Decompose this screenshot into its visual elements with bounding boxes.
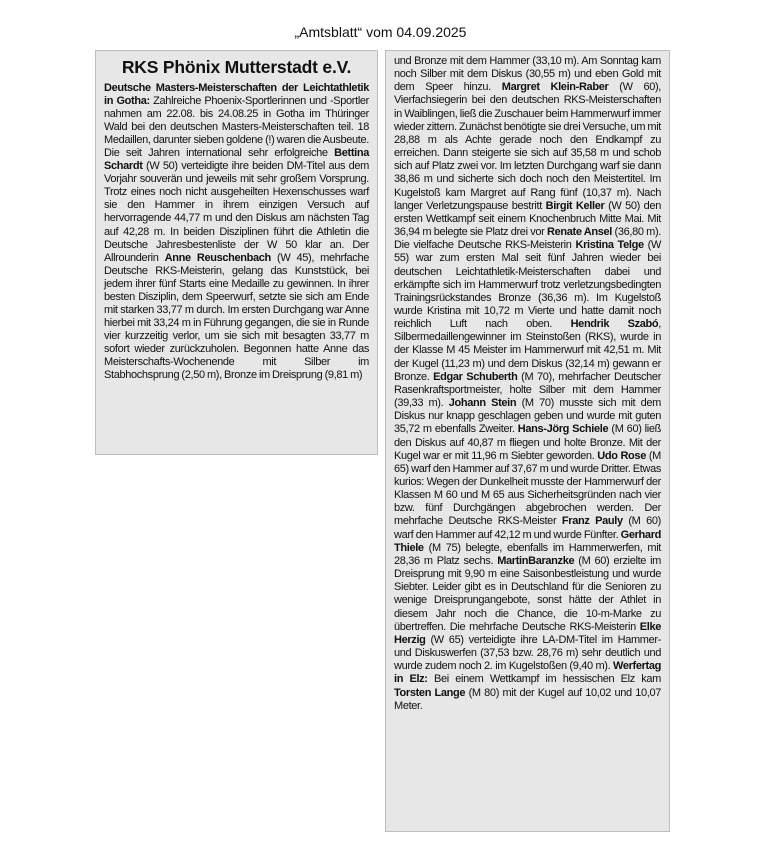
bold-text-segment: Deutsche Masters-Meisterschaften der Leichtathletik in Gotha: [104, 82, 369, 108]
text-segment: (M 75) belegte, ebenfalls im Hammerwerfen, mit 28,36 m Platz sechs. [394, 541, 661, 567]
text-segment: (M 70), mehrfacher Deutscher Rasenkraftsportmeister, holte Silber mit dem Hammer (39,33 m). [394, 370, 662, 410]
text-segment: Bei einem Wettkampf im hessischen Elz kam [427, 673, 661, 686]
text-segment: (M 70) musste sich mit dem Diskus nur knapp geschlagen geben und wurde mit guten 35,72 m ebenfalls Zweiter. [394, 397, 661, 436]
bold-text-segment: Renate Ansel [547, 226, 612, 239]
bold-text-segment: Gerhard Thiele [394, 528, 661, 554]
text-segment: (M 60) ließ den Diskus auf 40,87 m fliegen und holte Bronze. Mit der Kugel war er mit 11,96 m Siebter geworden. [394, 423, 661, 462]
text-segment: Zahlreiche Phoenix-Sportlerinnen und -Sportler nahmen am 22.08. bis 24.08.25 in Gotha im Thüringer Wald bei den deutschen Masters-Meisterschaften teil. 18 Medaillen, darunter sieben goldene (!) waren die Ausbeute. Die seit Jahren international sehr erfolgreiche [104, 95, 369, 160]
article-title: RKS Phönix Mutterstadt e.V. [121, 57, 352, 77]
bold-text-segment: Edgar Schuberth [433, 370, 518, 383]
bold-text-segment: Johann Stein [448, 397, 517, 410]
bold-text-segment: Hendrik Szabó [570, 318, 659, 331]
text-segment: (W 50) verteidigte ihre beiden DM-Titel aus dem Vorjahr souverän und jeweils mit sehr großem Vorsprung. Trotz eines noch nicht ausgeheilten Hexenschusses warf sie den Hammer in ihrem einzigen Versuch auf hervorragende 44,77 m und den Diskus am nächsten Tag auf 42,28 m. In beiden Disziplinen führt die Athletin die Deutsche Jahresbestenliste der W 50 klar an. Der Allrounderin [104, 160, 369, 264]
text-segment: (W 50) den ersten Wettkampf seit einem Knochenbruch Mitte Mai. Mit 36,94 m belegte sie Platz drei vor [394, 199, 661, 239]
bold-text-segment: Torsten Lange [394, 686, 466, 699]
bold-text-segment: Anne Reuschenbach [164, 251, 271, 264]
text-segment: (36,80 m). Die vielfache Deutsche RKS-Meisterin [394, 226, 661, 252]
text-segment: (W 45), mehrfache Deutsche RKS-Meisterin, gelang das Kunststück, bei jedem ihrer fünf Starts eine Medaille zu gewinnen. In ihrer besten Disziplin, dem Speerwurf, setzte sie sich am Ende mit starken 33,77 m durch. Im ersten Durchgang war Anne hierbei mit 33,24 m in Führung gegangen, die sie in Runde vier kurzzeitig verlor, um sie sich mit besagten 33,77 m sofort wieder zurückzuholen. Begonnen hatte Anne das Meisterschafts-Wochenende mit Silber im Stabhochsprung (2,50 m), Bronze im Dreisprung (9,81 m) [104, 251, 369, 382]
text-segment: (W 65) verteidigte ihre LA-DM-Titel im Hammer- und Diskuswerfen (37,53 bzw. 28,76 m) sehr deutlich und wurde zudem noch 2. im Kugelstoßen (9,40 m). [394, 633, 661, 673]
text-segment: , Silbermedaillengewinner im Steinstoßen (RKS), wurde in der Klasse M 45 Meister im Hammerwurf mit 42,51 m. Mit der Kugel (11,23 m) und dem Diskus (32,14 m) gewann er Bronze. [394, 318, 661, 383]
text-segment: (W 60), Vierfachsiegerin bei den deutschen RKS-Meisterschaften in Waiblingen, ließ die Zuschauer beim Hammerwurf immer wieder zittern. Zunächst benötigte sie drei Versuche, um mit 28,88 m als Achte gerade noch den Endkampf zu erreichen. Dann steigerte sie sich auf 35,58 m und schob sich auf Platz zwei vor. Im letzten Durchgang warf sie dann 38,86 m und sicherte sich doch noch den Meistertitel. Im Kugelstoß kam Margret auf Rang fünf (10,37 m). Nach langer Verletzungspause bestritt [394, 81, 662, 212]
bold-text-segment: Birgit Keller [545, 199, 605, 212]
article-body-right [394, 55, 661, 713]
bold-text-segment: Kristina Telge [575, 239, 644, 252]
bold-text-segment: MartinBaranzke [497, 554, 575, 567]
text-segment: (M 65) warf den Hammer auf 37,67 m und wurde Dritter. Etwas kurios: Wegen der Dunkelheit musste der Hammerwurf der Klassen M 60 und M 65 aus Sicherheitsgründen nach vier bzw. fünf Durchgängen abgebrochen werden. Der mehrfache Deutsche RKS-Meister [394, 449, 661, 528]
bold-text-segment: Werfertag in Elz: [394, 660, 661, 686]
bold-text-segment: Hans-Jörg Schiele [517, 423, 609, 436]
text-segment: (M 60) warf den Hammer auf 42,12 m und wurde Fünfter. [394, 515, 661, 541]
text-segment: (W 55) war zum ersten Mal seit fünf Jahren wieder bei deutschen Leichtathletik-Meisterschaften dabei und erkämpfte sich im Hammerwurf trotz verletzungsbedingten Trainingsrückstandes Bronze (36,36 m). Im Kugelstoß wurde Kristina mit 10,72 m Vierte und hatte damit noch reichlich Luft nach oben. [394, 239, 661, 331]
text-segment: (M 60) erzielte im Dreisprung mit 9,90 m eine Saisonbestleistung und wurde Siebter. Leider gibt es in Deutschland für die Senioren zu wenige Dreisprungangebote, sonst hätte der Athlet in diesem Jahr noch die Chance, die 10-m-Marke zu übertreffen. Die mehrfache Deutsche RKS-Meisterin [394, 554, 661, 633]
bold-text-segment: Franz Pauly [561, 515, 623, 528]
newspaper-clipping-right-column [385, 50, 670, 832]
header-caption: „Amtsblatt“ vom 04.09.2025 [294, 24, 467, 40]
text-segment: (M 80) mit der Kugel auf 10,02 und 10,07 Meter. [394, 686, 661, 712]
text-segment: und Bronze mit dem Hammer (33,10 m). Am Sonntag kam noch Silber mit dem Diskus (30,55 m) und eben Gold mit dem Speer hinzu. [394, 55, 661, 94]
bold-text-segment: Elke Herzig [394, 620, 661, 646]
article-body-left [104, 82, 369, 382]
bold-text-segment: Udo Rose [597, 449, 646, 462]
bold-text-segment: Margret Klein-Raber [501, 81, 609, 94]
newspaper-clipping-left-column [95, 50, 378, 455]
bold-text-segment: Bettina Schardt [104, 147, 369, 173]
